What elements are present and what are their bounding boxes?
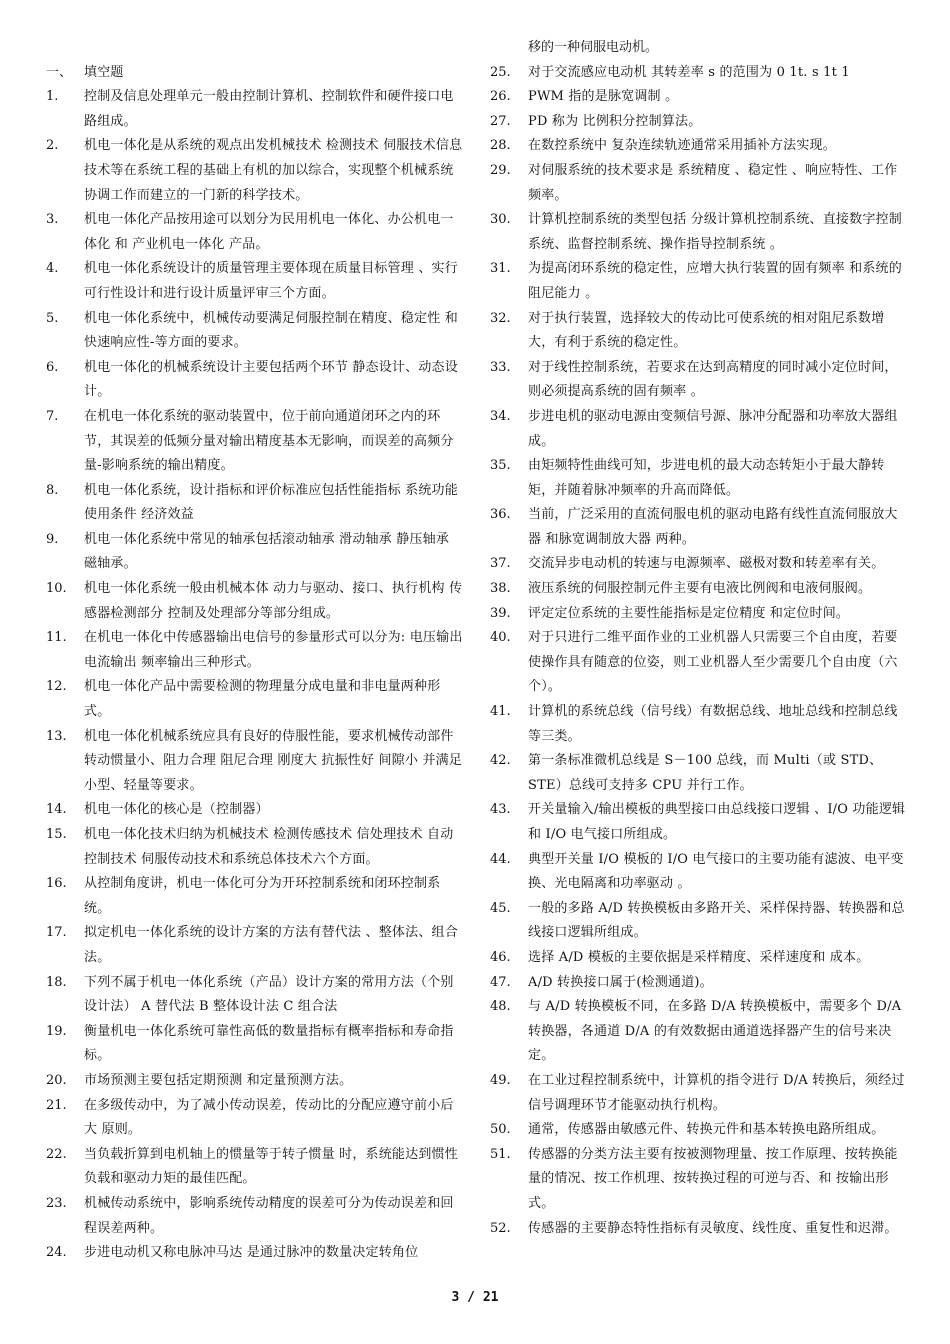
question-text: 机电一体化的核心是（控制器） xyxy=(84,802,269,818)
question-text: 评定定位系统的主要性能指标是定位精度 和定位时间。 xyxy=(528,605,850,621)
question-item xyxy=(490,503,910,552)
question-text: 与 A/D 转换模板不同，在多路 D/A 转换模板中，需要多个 D/A 转换器，各通道 D/A 的有效数据由通道选择器产生的信号来决定。 xyxy=(528,999,902,1064)
question-item xyxy=(490,110,910,135)
question-item xyxy=(46,872,466,921)
question-number: 35. xyxy=(490,458,511,474)
question-number: 38. xyxy=(490,581,511,597)
question-number: 44. xyxy=(490,851,511,867)
continued-text: 移的一种伺服电动机。 xyxy=(528,40,659,55)
question-number: 37. xyxy=(490,556,511,572)
question-text: 下列不属于机电一体化系统（产品）设计方案的常用方法（个别设计法） A 替代法 B 整体设计法 C 组合法 xyxy=(84,974,454,1015)
question-number: 51. xyxy=(490,1146,511,1162)
question-item xyxy=(46,971,466,1020)
question-text: 传感器的主要静态特性指标有灵敏度、线性度、重复性和迟滞。 xyxy=(528,1220,898,1236)
question-text: 一般的多路 A/D 转换模板由多路开关、采样保持器、转换器和总线接口逻辑所组成。 xyxy=(528,900,905,941)
question-item xyxy=(490,1118,910,1143)
question-text: 机电一体化系统中常见的轴承包括滚动轴承 滑动轴承 静压轴承 磁轴承。 xyxy=(84,531,450,572)
question-item xyxy=(490,85,910,110)
question-number: 43. xyxy=(490,802,511,818)
question-text: A/D 转换接口属于(检测通道)。 xyxy=(528,974,713,990)
question-text: 当负载折算到电机轴上的惯量等于转子惯量 时，系统能达到惯性负载和驱动力矩的最佳匹配。 xyxy=(84,1146,458,1187)
question-text: 控制及信息处理单元一般由控制计算机、控制软件和硬件接口电路组成。 xyxy=(84,89,454,129)
question-text: 计算机控制系统的类型包括 分级计算机控制系统、直接数字控制系统、监督控制系统、操作指导控制系统 。 xyxy=(528,212,902,252)
question-text: 机电一体化的机械系统设计主要包括两个环节 静态设计、动态设计。 xyxy=(84,359,458,400)
question-number: 33. xyxy=(490,359,511,375)
question-item xyxy=(46,1020,466,1069)
question-number: 18. xyxy=(46,974,67,990)
question-item xyxy=(490,1069,910,1118)
question-number: 49. xyxy=(490,1072,511,1088)
question-text: PWM 指的是脉宽调制 。 xyxy=(528,89,679,105)
question-number: 14. xyxy=(46,802,67,818)
question-number: 23. xyxy=(46,1195,67,1211)
question-text: 对于交流感应电动机 其转差率 s 的范围为 0 1t. s 1t 1 xyxy=(528,64,850,80)
question-number: 11. xyxy=(46,630,67,646)
question-item xyxy=(490,848,910,897)
question-item xyxy=(490,602,910,627)
section-title: 填空题 xyxy=(84,64,124,80)
question-text: 在工业过程控制系统中，计算机的指令进行 D/A 转换后，须经过信号调理环节才能驱动执行机构。 xyxy=(528,1072,905,1113)
question-number: 12. xyxy=(46,679,67,695)
question-item xyxy=(490,749,910,798)
right-column xyxy=(490,36,910,1241)
question-number: 52. xyxy=(490,1220,511,1236)
question-item xyxy=(490,1217,910,1242)
question-item xyxy=(490,946,910,971)
question-number: 3. xyxy=(46,212,59,228)
question-text: 第一条标准微机总线是 S－100 总线，而 Multi（或 STD、STE）总线可支持多 CPU 并行工作。 xyxy=(528,753,883,793)
question-number: 22. xyxy=(46,1146,67,1162)
question-number: 13. xyxy=(46,728,67,744)
question-number: 29. xyxy=(490,162,511,178)
question-item xyxy=(46,675,466,724)
question-item xyxy=(46,1094,466,1143)
question-text: 在机电一体化中传感器输出电信号的参量形式可以分为: 电压输出 电流输出 频率输出三种形式。 xyxy=(84,630,463,670)
question-number: 41. xyxy=(490,704,511,720)
question-number: 9. xyxy=(46,531,59,547)
section-number: 一、 xyxy=(46,64,73,80)
question-item xyxy=(46,1143,466,1192)
question-item xyxy=(490,552,910,577)
question-item xyxy=(46,479,466,528)
question-number: 16. xyxy=(46,876,67,892)
question-text: 机电一体化系统，设计指标和评价标准应包括性能指标 系统功能 使用条件 经济效益 xyxy=(84,482,458,523)
question-number: 2. xyxy=(46,138,59,154)
question-text: 选择 A/D 模板的主要依据是采样精度、采样速度和 成本。 xyxy=(528,949,870,965)
question-text: 对于执行装置，选择较大的传动比可使系统的相对阻尼系数增大，有利于系统的稳定性。 xyxy=(528,310,885,351)
right-question-list xyxy=(490,61,910,1242)
question-text: 交流异步电动机的转速与电源频率、磁极对数和转差率有关。 xyxy=(528,556,885,572)
question-text: 在多级传动中，为了减小传动误差，传动比的分配应遵守前小后大 原则。 xyxy=(84,1097,454,1138)
question-number: 7. xyxy=(46,408,59,424)
question-item xyxy=(490,208,910,257)
question-number: 50. xyxy=(490,1122,511,1138)
question-item xyxy=(490,626,910,700)
question-number: 10. xyxy=(46,581,67,597)
page-number: 3 / 21 xyxy=(451,1290,499,1305)
question-item xyxy=(490,1143,910,1217)
question-text: 对于线性控制系统，若要求在达到高精度的同时减小定位时间，则必须提高系统的固有频率 。 xyxy=(528,359,898,400)
left-column xyxy=(46,36,466,1266)
question-item xyxy=(46,577,466,626)
question-number: 17. xyxy=(46,925,67,941)
question-item xyxy=(46,626,466,675)
question-item xyxy=(490,257,910,306)
question-item xyxy=(46,356,466,405)
question-text: 步进电动机又称电脉冲马达 是通过脉冲的数量决定转角位 xyxy=(84,1245,419,1261)
question-number: 15. xyxy=(46,827,67,842)
question-item xyxy=(490,798,910,847)
question-number: 39. xyxy=(490,605,511,621)
question-item xyxy=(46,1241,466,1266)
question-number: 48. xyxy=(490,999,511,1015)
question-number: 21. xyxy=(46,1097,67,1113)
question-item xyxy=(490,61,910,86)
question-number: 36. xyxy=(490,507,511,523)
question-text: 由矩频特性曲线可知，步进电机的最大动态转矩小于最大静转矩，并随着脉冲频率的升高而降低。 xyxy=(528,458,885,498)
question-item xyxy=(46,134,466,208)
question-number: 24. xyxy=(46,1245,67,1261)
question-text: 当前，广泛采用的直流伺服电机的驱动电路有线性直流伺服放大器 和脉宽调制放大器 两种。 xyxy=(528,507,898,547)
question-number: 8. xyxy=(46,482,59,498)
question-number: 26. xyxy=(490,89,511,105)
question-number: 30. xyxy=(490,212,511,228)
question-item xyxy=(46,85,466,134)
question-text: 机械传动系统中，影响系统传动精度的误差可分为传动误差和回程误差两种。 xyxy=(84,1195,454,1236)
question-item xyxy=(490,307,910,356)
question-item xyxy=(46,725,466,799)
question-text: 典型开关量 I/O 模板的 I/O 电气接口的主要功能有滤波、电平变换、光电隔离和功率驱动 。 xyxy=(528,851,904,892)
question-text: 机电一体化系统中，机械传动要满足伺服控制在精度、稳定性 和 快速响应性-等方面的要求。 xyxy=(84,310,458,351)
question-number: 47. xyxy=(490,974,511,990)
question-number: 19. xyxy=(46,1023,67,1039)
question-text: 机电一体化是从系统的观点出发机械技术 检测技术 伺服技术信息技术等在系统工程的基础上有机的加以综合，实现整个机械系统协调工作而建立的一门新的科学技术。 xyxy=(84,138,463,203)
question-item xyxy=(46,1192,466,1241)
question-number: 34. xyxy=(490,408,511,424)
question-item xyxy=(490,995,910,1069)
question-item xyxy=(490,897,910,946)
question-text: 对伺服系统的技术要求是 系统精度 、稳定性 、响应特性、工作频率。 xyxy=(528,162,898,203)
question-text: 在数控系统中 复杂连续轨迹通常采用插补方法实现。 xyxy=(528,138,836,154)
question-number: 5. xyxy=(46,310,59,326)
section-heading xyxy=(46,61,466,86)
question-item xyxy=(46,1069,466,1094)
question-text: 拟定机电一体化系统的设计方案的方法有替代法 、整体法、组合法。 xyxy=(84,925,458,965)
question-item xyxy=(46,823,466,872)
question-text: 机电一体化技术归纳为机械技术 检测传感技术 信处理技术 自动控制技术 伺服传动技术和系统总体技术六个方面。 xyxy=(84,827,454,867)
question-item xyxy=(490,454,910,503)
question-text: PD 称为 比例积分控制算法。 xyxy=(528,113,702,129)
question-number: 31. xyxy=(490,261,511,277)
question-number: 32. xyxy=(490,310,511,326)
question-text: 液压系统的伺服控制元件主要有电液比例阀和电液伺服阀。 xyxy=(528,581,872,597)
question-item xyxy=(490,700,910,749)
question-number: 27. xyxy=(490,113,511,129)
question-item xyxy=(46,307,466,356)
question-number: 1. xyxy=(46,89,59,105)
question-text: 通常，传感器由敏感元件、转换元件和基本转换电路所组成。 xyxy=(528,1122,885,1138)
question-text: 从控制角度讲，机电一体化可分为开环控制系统和闭环控制系统。 xyxy=(84,876,441,916)
question-number: 25. xyxy=(490,64,511,80)
question-text: 开关量输入/输出模板的典型接口由总线接口逻辑 、I/O 功能逻辑和 I/O 电气接口所组成。 xyxy=(528,802,906,842)
question-item xyxy=(490,356,910,405)
question-text: 计算机的系统总线（信号线）有数据总线、地址总线和控制总线等三类。 xyxy=(528,704,898,744)
question-item xyxy=(490,134,910,159)
question-number: 42. xyxy=(490,753,511,769)
question-item xyxy=(46,528,466,577)
question-text: 步进电机的驱动电源由变频信号源、脉冲分配器和功率放大器组成。 xyxy=(528,408,898,449)
question-item xyxy=(46,798,466,823)
question-item xyxy=(46,257,466,306)
question-text: 市场预测主要包括定期预测 和定量预测方法。 xyxy=(84,1072,353,1088)
question-text: 机电一体化产品按用途可以划分为民用机电一体化、办公机电一体化 和 产业机电一体化 产品。 xyxy=(84,212,454,252)
question-item xyxy=(490,159,910,208)
question-text: 机电一体化产品中需要检测的物理量分成电量和非电量两种形式。 xyxy=(84,679,441,720)
question-item xyxy=(490,971,910,996)
question-number: 46. xyxy=(490,949,511,965)
question-item xyxy=(46,208,466,257)
question-text: 机电一体化系统一般由机械本体 动力与驱动、接口、执行机构 传感器检测部分 控制及处理部分等部分组成。 xyxy=(84,581,463,621)
question-item xyxy=(490,405,910,454)
question-number: 6. xyxy=(46,359,59,375)
question-item xyxy=(46,405,466,479)
question-text: 传感器的分类方法主要有按被测物理量、按工作原理、按转换能量的情况、按工作机理、按转换过程的可逆与否、和 按输出形式。 xyxy=(528,1146,898,1211)
question-text: 在机电一体化系统的驱动装置中，位于前向通道闭环之内的环节，其误差的低频分量对输出精度基本无影响，而误差的高频分量-影响系统的输出精度。 xyxy=(84,408,454,474)
question-number: 28. xyxy=(490,138,511,154)
question-text: 机电一体化系统设计的质量管理主要体现在质量目标管理 、实行可行性设计和进行设计质量评审三个方面。 xyxy=(84,261,458,301)
question-text: 对于只进行二维平面作业的工业机器人只需要三个自由度，若要使操作具有随意的位姿，则工业机器人至少需要几个自由度（六个）。 xyxy=(528,630,898,695)
question-item xyxy=(46,921,466,970)
question-number: 20. xyxy=(46,1072,67,1088)
question-text: 为提高闭环系统的稳定性，应增大执行装置的固有频率 和系统的阻尼能力 。 xyxy=(528,261,902,301)
question-item xyxy=(490,577,910,602)
left-question-list xyxy=(46,85,466,1266)
question-text: 机电一体化机械系统应具有良好的侍服性能，要求机械传动部件转动惯量小、阻力合理 阻尼合理 刚度大 抗振性好 间隙小 并满足小型、轻量等要求。 xyxy=(84,728,463,793)
question-number: 4. xyxy=(46,261,59,277)
question-number: 45. xyxy=(490,900,511,916)
question-number: 40. xyxy=(490,630,511,646)
question-text: 衡量机电一体化系统可靠性高低的数量指标有概率指标和寿命指标。 xyxy=(84,1023,454,1064)
